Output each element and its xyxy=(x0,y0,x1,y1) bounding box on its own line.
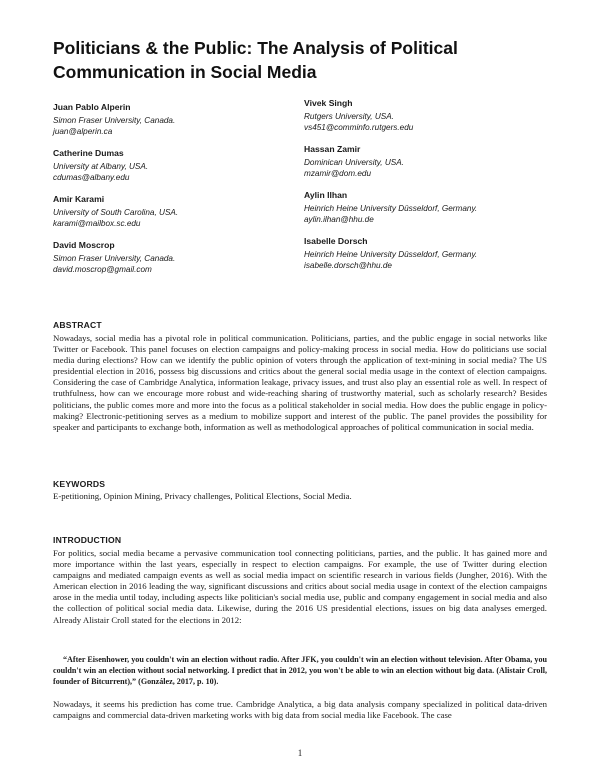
author-column-left xyxy=(53,101,293,285)
author-affiliation: Simon Fraser University, Canada. xyxy=(53,116,176,125)
author-affiliation: University at Albany, USA. xyxy=(53,162,149,171)
author-name: Isabelle Dorsch xyxy=(304,236,368,246)
author-email[interactable]: juan@alperin.ca xyxy=(53,126,113,136)
author-name: Aylin Ilhan xyxy=(304,190,348,200)
introduction-paragraph: For politics, social media became a pervasive communication tool connecting politicians, parties, and the public. It has gained more and more importance within the last years, especially in respect to election campaigns. For example, the use of Twitter during election campaigns and mediated campaign events as well as social media impact on scientific research in various fields (Jungher, 2016). With the American election in 2016 leading the way, significant discussions and critics about social media usage in context of the election campaigns arose in the media until today, including aspects like politician's social media use, public and company engagement in social media and also the collection of political social media data. Likewise, during the 2016 US presidential elections, issues on big data analyses emerged. Already Alistair Croll stated for the elections in 2012: xyxy=(53,548,547,625)
author-email[interactable]: aylin.ilhan@hhu.de xyxy=(304,214,374,224)
author-entry xyxy=(304,235,547,271)
author-affiliation: Heinrich Heine University Düsseldorf, Germany. xyxy=(304,204,478,213)
author-name: Amir Karami xyxy=(53,194,105,204)
author-affiliation: Simon Fraser University, Canada. xyxy=(53,254,176,263)
paper-title: Politicians & the Public: The Analysis of Political Communication in Social Media xyxy=(53,38,458,82)
author-entry xyxy=(53,239,293,275)
author-name: David Moscrop xyxy=(53,240,115,250)
author-email[interactable]: cdumas@albany.edu xyxy=(53,172,130,182)
author-name: Vivek Singh xyxy=(304,98,353,108)
block-quote: “After Eisenhower, you couldn't win an election without radio. After JFK, you couldn't win an election without television. After Obama, you couldn't win an election without social networking. I predict that in 2012, you won't be able to win an election without big data. (Alistair Croll, founder of Bitcurrent),” (González, 2017, p. 10). xyxy=(53,655,547,686)
keywords-text: E-petitioning, Opinion Mining, Privacy challenges, Political Elections, Social Media. xyxy=(53,491,352,501)
author-email[interactable]: david.moscrop@gmail.com xyxy=(53,264,152,274)
author-entry xyxy=(304,97,547,133)
author-column-right xyxy=(304,97,547,281)
author-block xyxy=(53,98,547,301)
author-affiliation: University of South Carolina, USA. xyxy=(53,208,179,217)
introduction-heading: INTRODUCTION xyxy=(53,535,122,545)
abstract-text: Nowadays, social media has a pivotal role in political communication. Politicians, parties, and the public engage in social networks like Twitter or Facebook. This panel focuses on election campaigns and policy-making process in social media. How do politicians use social media during elections? How can we identify the public opinion of voters through the application of text-mining in social media? The US presidential election in 2016, possess big discussions and critics about the general social media usage in the context of election campaigns. Considering the case of Cambridge Analytica, information leakage, privacy issues, and trust also play an essential role as well. In respect of truthfulness, how can we encourage more robust and wide-reaching sharing of trustworthy material, such as scholarly research? Besides politicians, the public comes more and more into the focus as a political stakeholder in social media. How does the public engage in policy-making? Electronic-petitioning serves as a medium to mobilize support and interest of the public. The panel provides the possibility for speaker and participants to exchange both, information as well as methodological approaches of political communication in social media. xyxy=(53,333,547,432)
introduction-paragraph-2: Nowadays, it seems his prediction has come true. Cambridge Analytica, a big data analysis company specialized in political data-driven campaigns and commercial data-driven marketing works with big data from social media like Facebook. The case xyxy=(53,699,547,721)
author-affiliation: Rutgers University, USA. xyxy=(304,112,394,121)
author-entry xyxy=(53,193,293,229)
author-entry xyxy=(304,143,547,179)
author-entry xyxy=(304,189,547,225)
author-affiliation: Heinrich Heine University Düsseldorf, Germany. xyxy=(304,250,478,259)
abstract-heading: ABSTRACT xyxy=(53,320,102,330)
page-number: 1 xyxy=(297,748,303,758)
author-entry xyxy=(53,101,293,137)
author-email[interactable]: vs451@comminfo.rutgers.edu xyxy=(304,122,414,132)
author-name: Catherine Dumas xyxy=(53,148,124,158)
author-affiliation: Dominican University, USA. xyxy=(304,158,404,167)
paper-page xyxy=(53,0,547,776)
author-email[interactable]: mzamir@dom.edu xyxy=(304,168,372,178)
author-email[interactable]: karami@mailbox.sc.edu xyxy=(53,218,141,228)
author-name: Hassan Zamir xyxy=(304,144,361,154)
author-email[interactable]: isabelle.dorsch@hhu.de xyxy=(304,260,392,270)
author-name: Juan Pablo Alperin xyxy=(53,102,131,112)
author-entry xyxy=(53,147,293,183)
keywords-heading: KEYWORDS xyxy=(53,479,106,489)
